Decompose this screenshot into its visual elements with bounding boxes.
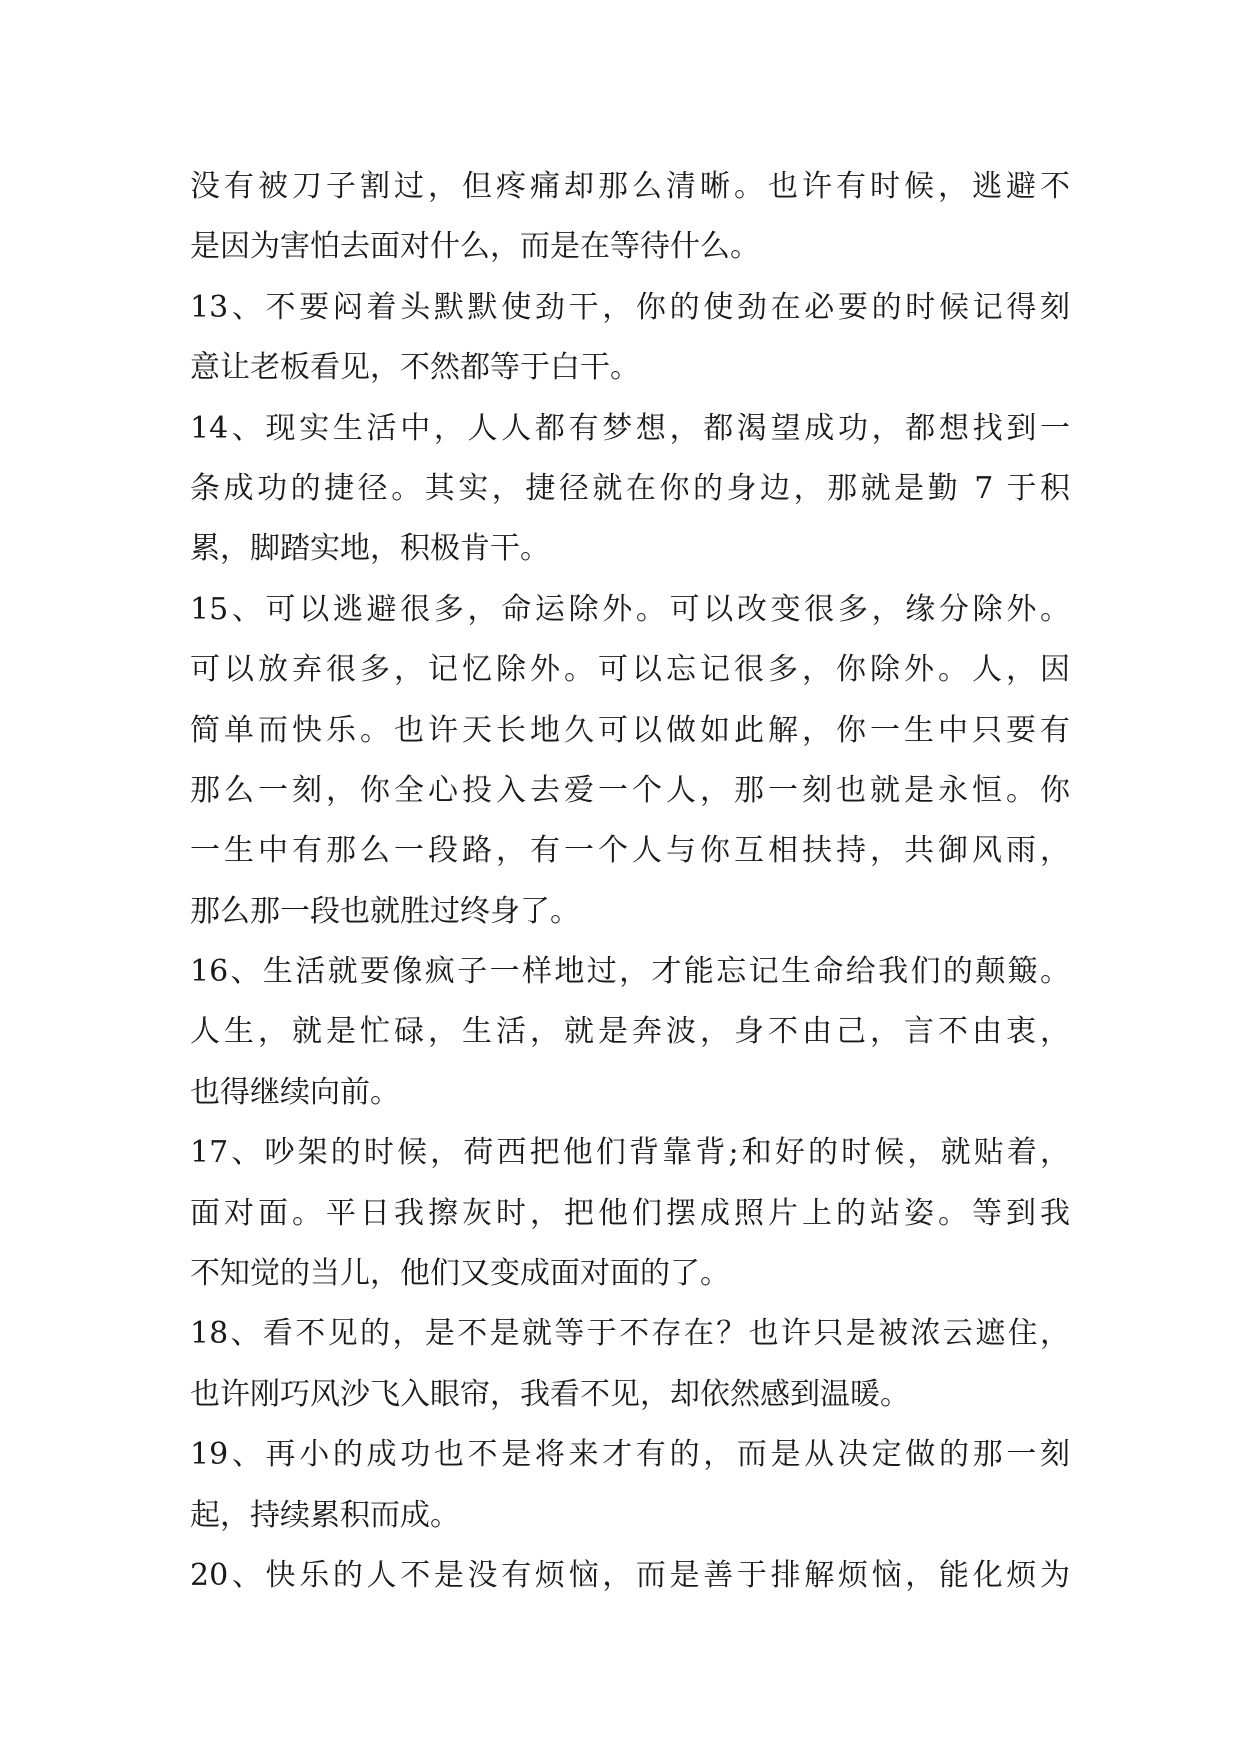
text-line: 累，脚踏实地，积极肯干。 [190, 531, 550, 567]
text-line: 条成功的捷径。其实，捷径就在你的身边，那就是勤 7 于积 [190, 470, 1070, 506]
text-line: 15、可以逃避很多，命运除外。可以改变很多，缘分除外。 [190, 591, 1070, 627]
text-line: 可以放弃很多，记忆除外。可以忘记很多，你除外。人，因 [190, 652, 1070, 688]
text-line: 20、快乐的人不是没有烦恼，而是善于排解烦恼，能化烦为 [190, 1557, 1070, 1593]
text-line: 人生，就是忙碌，生活，就是奔波，身不由己，言不由衷， [190, 1014, 1070, 1050]
text-line: 16、生活就要像疯子一样地过，才能忘记生命给我们的颠簸。 [190, 954, 1070, 990]
text-line: 14、现实生活中，人人都有梦想，都渴望成功，都想找到一 [190, 410, 1070, 446]
text-line: 也得继续向前。 [190, 1074, 400, 1110]
text-line: 19、再小的成功也不是将来才有的，而是从决定做的那一刻 [190, 1437, 1070, 1473]
text-line: 没有被刀子割过，但疼痛却那么清晰。也许有时候，逃避不 [190, 169, 1070, 204]
text-line: 13、不要闷着头默默使劲干，你的使劲在必要的时候记得刻 [190, 289, 1070, 325]
text-line: 起，持续累积而成。 [190, 1497, 460, 1533]
text-line: 18、看不见的，是不是就等于不存在？也许只是被浓云遮住， [190, 1316, 1070, 1352]
text-line: 意让老板看见，不然都等于白干。 [190, 350, 640, 386]
text-line: 那么一刻，你全心投入去爱一个人，那一刻也就是永恒。你 [190, 772, 1070, 808]
document-body [190, 157, 1070, 1606]
text-line: 一生中有那么一段路，有一个人与你互相扶持，共御风雨， [190, 833, 1070, 869]
text-line: 17、吵架的时候，荷西把他们背靠背;和好的时候，就贴着， [190, 1135, 1070, 1171]
text-line: 不知觉的当儿，他们又变成面对面的了。 [190, 1256, 730, 1292]
text-line: 那么那一段也就胜过终身了。 [190, 893, 580, 929]
text-line: 面对面。平日我擦灰时，把他们摆成照片上的站姿。等到我 [190, 1195, 1070, 1231]
text-line: 是因为害怕去面对什么，而是在等待什么。 [190, 229, 760, 265]
text-line: 也许刚巧风沙飞入眼帘，我看不见，却依然感到温暖。 [190, 1376, 910, 1412]
text-line: 简单而快乐。也许天长地久可以做如此解，你一生中只要有 [190, 712, 1070, 748]
